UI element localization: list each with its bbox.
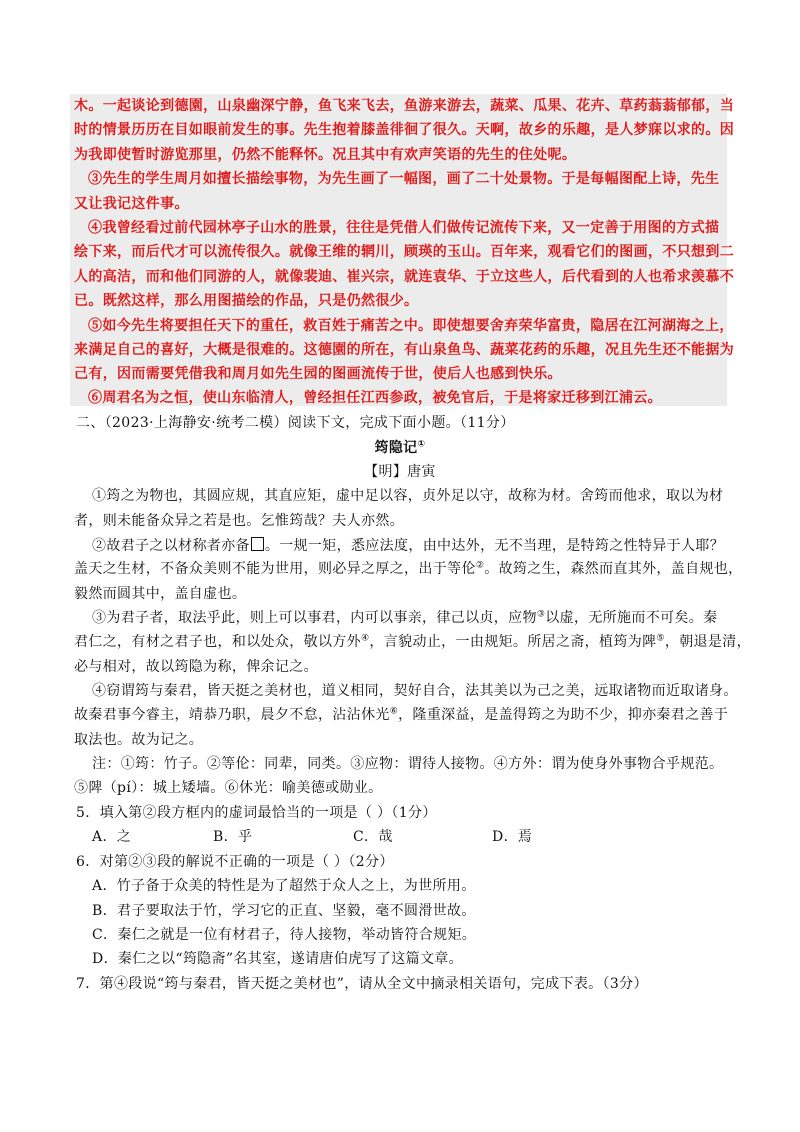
answer-line: 绘下来，而后代才可以流传很久。就像王维的辋川，顾瑛的玉山。百年来，观看它们的图画，不只想到二 <box>74 244 735 260</box>
answer-line: 已。既然这样，那么用图描绘的作品，只是仍然很少。 <box>74 293 419 309</box>
answer-line: 来满足自己的喜好，大概是很难的。这德園的所在，有山泉鱼鸟、蔬菜花药的乐趣，况且先生还不能据为 <box>74 342 735 358</box>
question-6-option[interactable]: A．竹子备于众美的特性是为了超然于众人之上，为世所用。 <box>92 878 476 894</box>
passage-line: ①筠之为物也，其圆应规，其直应矩，虚中足以容，贞外足以守，故称为材。舍筠而他求，取以为材 <box>92 488 724 504</box>
passage-line <box>74 561 743 577</box>
passage-line <box>92 610 717 626</box>
passage-text: ，言貌动止，一由规矩。所居之斋，植筠为陴 <box>369 634 657 650</box>
passage-text: ②故君子之以材称者亦备 <box>92 538 250 554</box>
footnote-marker: ⑤ <box>656 633 665 644</box>
passage-text: 。故筠之生，森然而直其外，盖自规也， <box>484 561 743 577</box>
question-5-stem: 5．填入第②段方框内的虚词最恰当的一项是（ ）（1分） <box>76 805 437 821</box>
passage-line: 取法也。故为记之。 <box>74 732 204 748</box>
passage-title-text: 筠隐记 <box>374 440 418 456</box>
answer-line: ④我曾经看过前代园林亭子山水的胜景，往往是凭借人们做传记流传下来，又一定善于用图的方式描 <box>88 220 720 236</box>
question-6-option[interactable]: B．君子要取法于竹，学习它的正直、坚毅，毫不圆滑世故。 <box>92 903 476 919</box>
question-5-option[interactable]: C．哉 <box>353 829 393 845</box>
passage-text: ，隆重深益，是盖得筠之为助不少，抑亦秦君之善于 <box>398 707 729 723</box>
question-5-option[interactable]: A．之 <box>92 829 132 845</box>
answer-line: 为我即使暂时游览那里，仍然不能释怀。况且其中有欢声笑语的先生的住处呢。 <box>74 147 577 163</box>
passage-line: 必与相对，故以筠隐为称，俾余记之。 <box>74 659 318 675</box>
question-5-option[interactable]: D．焉 <box>492 829 533 845</box>
passage-line <box>74 634 751 650</box>
footnote-marker: ⑥ <box>389 706 399 717</box>
answer-line: ⑥周君名为之恒，使山东临清人，曾经担任江西参政，被免官后，于是将家迁移到江浦云。 <box>88 390 662 406</box>
answer-line: 人的高洁，而和他们同游的人，就像裴迪、崔兴宗，就连袁华、于立这些人，后代看到的人也希求羡慕不 <box>74 269 735 285</box>
answer-line: 时的情景历历在目如眼前发生的事。先生抱着膝盖徘徊了很久。天啊，故乡的乐趣，是人梦寐以求的。因 <box>74 122 735 138</box>
passage-text: ③为君子者，取法乎此，则上可以事君，内可以事亲，律己以贞，应物 <box>92 610 537 626</box>
blank-box <box>251 537 264 551</box>
footnote-marker: ② <box>475 560 485 571</box>
question-6-option[interactable]: C．秦仁之就是一位有材君子，待人接物，举动皆符合规矩。 <box>92 927 477 943</box>
passage-text: 。一规一矩，悉应法度，由中达外，无不当理，是特筠之性特异于人耶？ <box>264 538 725 554</box>
answer-line: ③先生的学生周月如擅长描绘事物，为先生画了一幅图，画了二十处景物。于是每幅图配上诗，先生 <box>88 171 720 187</box>
annotation-line: 注：①筠：竹子。②等伦：同辈，同类。③应物：谓待人接物。④方外：谓为使身外事物合乎规范。 <box>92 756 724 772</box>
answer-line: 木。一起谈论到德園，山泉幽深宁静，鱼飞来飞去，鱼游来游去，蔬菜、瓜果、花卉、草药蓊蓊郁郁，当 <box>74 98 735 114</box>
question-6-option[interactable]: D．秦仁之以“筠隐斋”名其室，遂请唐伯虎写了这篇文章。 <box>92 951 463 967</box>
passage-title-footnote: ① <box>417 439 426 450</box>
footnote-marker: ③ <box>536 609 546 620</box>
passage-line: 毅然而圆其中，盖自虚也。 <box>74 586 247 602</box>
footnote-marker: ④ <box>361 633 370 644</box>
passage-text: 盖天之生材，不备众美则不能为世用，则必异之厚之，出于等伦 <box>74 561 476 577</box>
answer-line: 己有，因而需要凭借我和周月如先生园的图画流传于世，使后人也感到快乐。 <box>74 366 562 382</box>
passage-line: 者，则未能备众异之若是也。乞惟筠哉？夫人亦然。 <box>74 513 405 529</box>
passage-author: 【明】唐寅 <box>364 464 436 480</box>
answer-line: 又让我记这件事。 <box>74 196 189 212</box>
passage-line: ④窃谓筠与秦君，皆天挺之美材也，道义相同，契好自合，法其美以为己之美，远取诸物而近取诸身。 <box>92 683 738 699</box>
passage-text: 君仁之，有材之君子也，和以处众，敬以方外 <box>74 634 361 650</box>
passage-title <box>0 440 800 456</box>
annotation-line: ⑤陴（pí）：城上矮墙。⑥休光：喻美德或勋业。 <box>74 780 383 796</box>
question-5-option[interactable]: B．乎 <box>213 829 253 845</box>
question-7-stem: 7．第④段说“筠与秦君，皆天挺之美材也”，请从全文中摘录相关语句，完成下表。（3分） <box>76 976 648 992</box>
passage-text: 以虚，无所施而不可矣。秦 <box>545 610 718 626</box>
question-header: 二、（2023·上海静安·统考二模）阅读下文，完成下面小题。（11分） <box>76 415 515 431</box>
passage-line <box>74 707 728 723</box>
passage-text: 故秦君事今睿主，靖恭乃职，晨夕不怠，沾沾休光 <box>74 707 390 723</box>
question-6-stem: 6．对第②③段的解说不正确的一项是（ ）（2分） <box>76 854 394 870</box>
passage-line <box>92 537 724 554</box>
answer-line: ⑤如今先生将要担任天下的重任，救百姓于痛苦之中。即使想要舍弃荣华富贵，隐居在江河湖海之上， <box>88 318 734 334</box>
passage-text: ，朝退是清， <box>664 634 751 650</box>
